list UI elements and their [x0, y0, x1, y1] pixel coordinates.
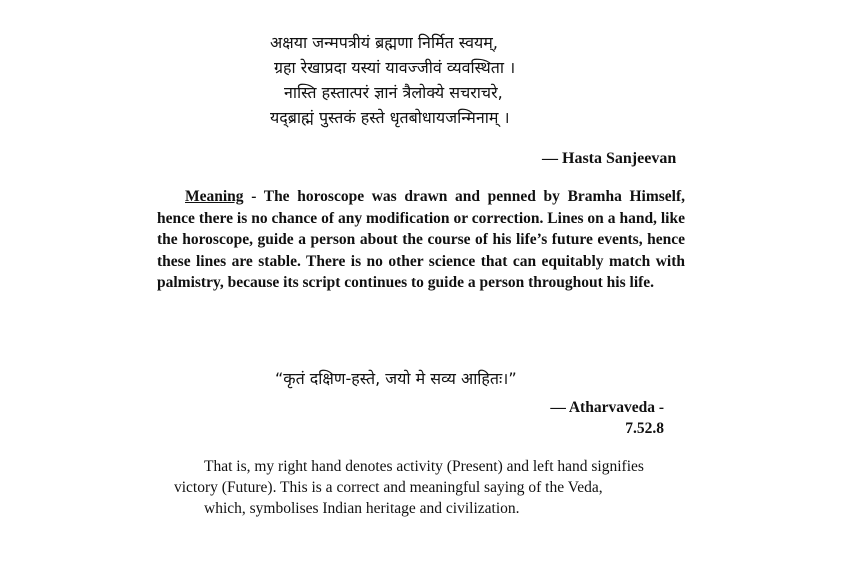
- meaning-paragraph: [157, 186, 685, 294]
- verse-line: नास्ति हस्तात्परं ज्ञानं त्रैलोक्ये सचराचरे,: [284, 83, 503, 102]
- sanskrit-verse: [270, 30, 590, 130]
- meaning-text: - The horoscope was drawn and penned by Bramha Himself, hence there is no chance of any modification or correction. Lines on a hand, like the horoscope, guide a person about the course of his life’s future events, hence these lines are stable. There is no other science that can equitably match with palmistry, because its script continues to guide a person throughout his life.: [157, 188, 685, 291]
- explanation-line: which, symbolises Indian heritage and civilization.: [204, 500, 520, 517]
- explanation-line: victory (Future). This is a correct and meaningful saying of the Veda,: [174, 479, 603, 496]
- verse-source: — Hasta Sanjeevan: [542, 150, 677, 167]
- verse-line: यद्ब्राह्मं पुस्तकं हस्ते धृतबोधायजन्मिनाम् ।: [270, 108, 510, 127]
- explanation-line: That is, my right hand denotes activity (Present) and left hand signifies: [204, 458, 644, 475]
- quote-source: [530, 397, 664, 439]
- explanation-paragraph: [174, 456, 674, 519]
- quote-source-title: — Atharvaveda -: [550, 399, 664, 416]
- meaning-label: Meaning: [185, 188, 244, 205]
- verse-line: ग्रहा रेखाप्रदा यस्यां यावज्जीवं व्यवस्थिता ।: [274, 58, 516, 77]
- verse-line: अक्षया जन्मपत्रीयं ब्रह्मणा निर्मित स्वयम्,: [270, 33, 498, 52]
- vedic-quote: “कृतं दक्षिण-हस्ते, जयो मे सव्य आहितः।”: [275, 369, 517, 388]
- quote-source-reference: 7.52.8: [625, 420, 664, 437]
